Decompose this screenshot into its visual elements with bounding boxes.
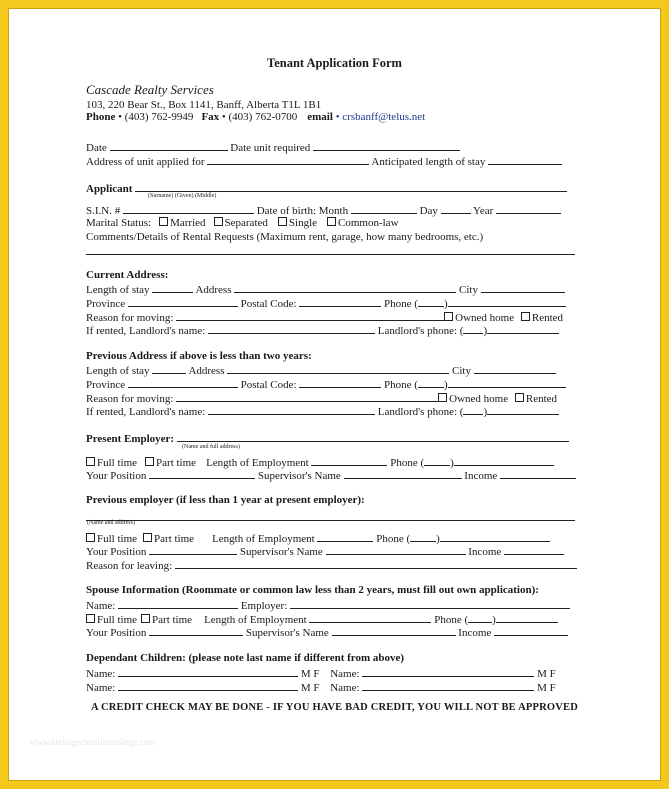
previous-postal-field[interactable] [299, 376, 381, 388]
spouse-position-line: Your Position Supervisor's Name Income [86, 624, 576, 638]
reason-leaving-line: Reason for leaving: [86, 557, 576, 571]
dob-day-field[interactable] [441, 202, 471, 214]
previous-length-line: Length of stay Address City [86, 362, 576, 376]
previous-landlord-area-field[interactable] [463, 403, 483, 415]
present-employment-line: Full time Part time Length of Employment Phone ( ) [86, 454, 576, 468]
spouse-part-time-checkbox[interactable] [141, 614, 150, 623]
comments-line [86, 243, 576, 257]
dob-year-field[interactable] [496, 202, 561, 214]
email-link[interactable]: • crsbanff@telus.net [332, 111, 426, 123]
current-landlord-name-field[interactable] [208, 322, 375, 334]
child-1-name-field[interactable] [118, 665, 298, 677]
single-checkbox[interactable] [278, 217, 287, 226]
sin-field[interactable] [123, 202, 254, 214]
previous-landlord-name-field[interactable] [208, 403, 375, 415]
spouse-employment-line: Full time Part time Length of Employment Phone ( ) [86, 611, 576, 625]
spouse-supervisor-field[interactable] [332, 624, 456, 636]
date-line: Date Date unit required [86, 139, 576, 153]
sin-line: S.I.N. # Date of birth: Month Day Year [86, 202, 576, 216]
previous-owned-home-checkbox[interactable] [438, 393, 447, 402]
previous-length-field[interactable] [152, 362, 186, 374]
previous-landlord-line: If rented, Landlord's name: Landlord's phone: ( ) [86, 403, 576, 417]
present-position-line: Your Position Supervisor's Name Income [86, 467, 576, 481]
present-area-code-field[interactable] [424, 454, 450, 466]
previous-reason-field[interactable] [176, 390, 438, 402]
company-address: 103, 220 Bear St., Box 1141, Banff, Alberta T1L 1B1 [86, 99, 322, 111]
previous-address-heading: Previous Address if above is less than two years: [86, 350, 312, 362]
previous-length-employment-field[interactable] [317, 530, 373, 542]
present-employer-line: Present Employer: [86, 430, 576, 444]
previous-employer-line [86, 509, 576, 523]
current-reason-field[interactable] [176, 309, 444, 321]
company-name-line [86, 83, 576, 97]
spouse-name-line: Name: Employer: [86, 597, 576, 611]
applicant-line: Applicant [86, 180, 576, 194]
comments-field[interactable] [86, 243, 575, 255]
spouse-income-field[interactable] [494, 624, 568, 636]
previous-province-line: Province Postal Code: Phone ( ) [86, 376, 576, 390]
present-phone-field[interactable] [454, 454, 554, 466]
marital-status-line: Marital Status: Married Separated Single Common-law [86, 217, 399, 229]
date-field[interactable] [110, 139, 228, 151]
previous-part-time-checkbox[interactable] [143, 533, 152, 542]
present-part-time-checkbox[interactable] [145, 457, 154, 466]
spouse-name-field[interactable] [118, 597, 238, 609]
previous-employer-field[interactable] [86, 509, 575, 521]
previous-phone-field[interactable] [448, 376, 566, 388]
common-law-checkbox[interactable] [327, 217, 336, 226]
current-phone-field[interactable] [448, 295, 566, 307]
present-length-employment-field[interactable] [311, 454, 387, 466]
previous-employer-heading: Previous employer (if less than 1 year at present employer): [86, 494, 365, 506]
dependant-row-2: Name: M F Name: M F [86, 679, 576, 693]
previous-address-field[interactable] [227, 362, 449, 374]
previous-position-line: Your Position Supervisor's Name Income [86, 543, 576, 557]
previous-reason-line: Reason for moving: Owned home Rented [86, 390, 576, 404]
dob-month-field[interactable] [351, 202, 417, 214]
spouse-employer-field[interactable] [290, 597, 570, 609]
separated-checkbox[interactable] [214, 217, 223, 226]
spouse-position-field[interactable] [149, 624, 243, 636]
reason-leaving-field[interactable] [175, 557, 577, 569]
date-unit-required-field[interactable] [313, 139, 460, 151]
previous-position-field[interactable] [149, 543, 237, 555]
company-name: Cascade Realty Services [86, 82, 214, 97]
previous-employer-phone-field[interactable] [440, 530, 550, 542]
current-length-field[interactable] [152, 281, 193, 293]
child-4-name-field[interactable] [362, 679, 534, 691]
current-city-field[interactable] [481, 281, 565, 293]
spouse-length-employment-field[interactable] [309, 611, 431, 623]
married-checkbox[interactable] [159, 217, 168, 226]
current-postal-field[interactable] [299, 295, 381, 307]
credit-check-notice: A CREDIT CHECK MAY BE DONE - IF YOU HAVE BAD CREDIT, YOU WILL NOT BE APPROVED [90, 702, 579, 713]
previous-employer-area-field[interactable] [410, 530, 436, 542]
spouse-full-time-checkbox[interactable] [86, 614, 95, 623]
anticipated-length-field[interactable] [488, 153, 562, 165]
spouse-area-code-field[interactable] [468, 611, 492, 623]
current-landlord-line: If rented, Landlord's name: Landlord's phone: ( ) [86, 322, 576, 336]
current-owned-home-checkbox[interactable] [444, 312, 453, 321]
current-rented-checkbox[interactable] [521, 312, 530, 321]
previous-full-time-checkbox[interactable] [86, 533, 95, 542]
child-3-name-field[interactable] [118, 679, 298, 691]
previous-employer-hint: (Name and address) [87, 520, 135, 526]
current-landlord-area-field[interactable] [463, 322, 483, 334]
previous-supervisor-field[interactable] [326, 543, 466, 555]
present-employer-field[interactable] [177, 430, 569, 442]
current-province-line: Province Postal Code: Phone ( ) [86, 295, 576, 309]
address-unit-line: Address of unit applied for Anticipated length of stay [86, 153, 576, 167]
current-landlord-phone-field[interactable] [487, 322, 559, 334]
current-area-code-field[interactable] [418, 295, 444, 307]
current-length-line: Length of stay Address City [86, 281, 576, 295]
company-contact: Phone • (403) 762-9949 Fax • (403) 762-0700 email • crsbanff@telus.net [86, 111, 426, 123]
previous-area-code-field[interactable] [418, 376, 444, 388]
previous-city-field[interactable] [474, 362, 556, 374]
applicant-name-hint: (Surname) (Given) (Middle) [148, 193, 217, 199]
spouse-phone-field[interactable] [496, 611, 558, 623]
form-title: Tenant Application Form [267, 56, 402, 70]
current-address-field[interactable] [234, 281, 456, 293]
spouse-heading: Spouse Information (Roommate or common law less than 2 years, must fill out own application): [86, 584, 539, 596]
watermark: www.heritagechristiancollege.com [30, 737, 155, 747]
present-full-time-checkbox[interactable] [86, 457, 95, 466]
present-position-field[interactable] [149, 467, 255, 479]
present-employer-hint: (Name and full address) [182, 444, 240, 450]
previous-employment-line: Full time Part time Length of Employment Phone ( ) [86, 530, 576, 544]
present-supervisor-field[interactable] [344, 467, 462, 479]
applicant-name-field[interactable] [135, 180, 567, 192]
address-unit-field[interactable] [207, 153, 369, 165]
current-address-heading: Current Address: [86, 269, 169, 281]
dependant-heading: Dependant Children: (please note last name if different from above) [86, 652, 405, 664]
previous-rented-checkbox[interactable] [515, 393, 524, 402]
current-reason-line: Reason for moving: Owned home Rented [86, 309, 576, 323]
previous-landlord-phone-field[interactable] [487, 403, 559, 415]
previous-income-field[interactable] [504, 543, 564, 555]
current-province-field[interactable] [128, 295, 238, 307]
comments-label: Comments/Details of Rental Requests (Maximum rent, garage, how many bedrooms, etc.) [86, 231, 484, 243]
present-income-field[interactable] [500, 467, 576, 479]
dependant-row-1: Name: M F Name: M F [86, 665, 576, 679]
child-2-name-field[interactable] [362, 665, 534, 677]
previous-province-field[interactable] [128, 376, 238, 388]
